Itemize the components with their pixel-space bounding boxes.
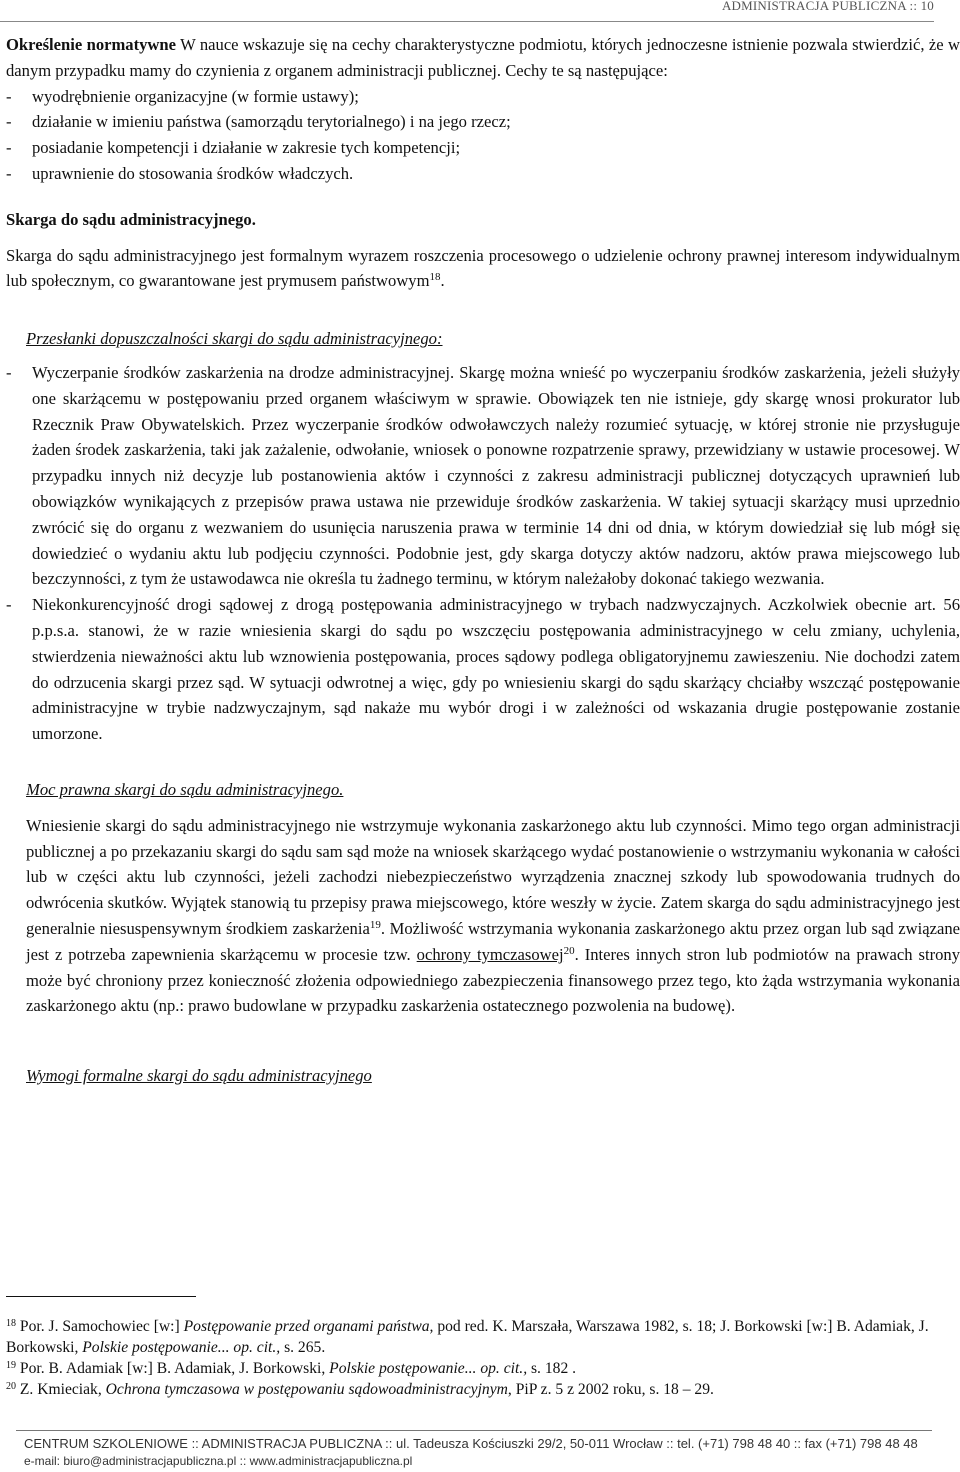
skarga-paragraph: [6, 243, 960, 295]
footnote-number: 19: [6, 1360, 16, 1371]
footnote-19: [6, 1358, 958, 1379]
footnote-text: Por. J. Samochowiec [w:]: [16, 1318, 184, 1335]
intro-lead: Określenie normatywne: [6, 35, 177, 54]
footnote-text: s. 265.: [280, 1339, 326, 1356]
ochrony-link[interactable]: ochrony tymczasowej: [416, 944, 564, 964]
intro-list: [6, 84, 960, 187]
przeslanki-list: [6, 360, 960, 747]
list-item: - Niekonkurencyjność drogi sądowej z drogą postępowania administracyjnego w trybach nadzwyczajnych. Aczkolwiek obecnie art. 56 p.p.s.a. stanowi, że w razie wniesienia skargi do sądu po wszczęciu postępowania administracyjnego w celu zmiany, uchylenia, stwierdzenia nieważności aktu lub wznowienia postępowania, proces sądowy podlega obligatoryjnemu zawieszeniu. Nie dochodzi zatem do odrzucenia skargi przez sąd. W sytuacji odwrotnej a więc, gdy po wniesieniu skargi do sądu skarżący chciałby wszcząć postępowanie administracyjne w trybie nadzwyczajnym, sąd nakaże mu wybór drogi i w zależności od wskazania drugie postępowanie zostanie umorzone.: [6, 595, 960, 744]
footnote-number: 18: [6, 1318, 16, 1329]
list-item: - Wyczerpanie środków zaskarżenia na drodze administracyjnej. Skargę można wnieść po wyczerpaniu środków zaskarżenia, jeżeli służyły one skarżącemu w postępowaniu przed organem właściwym w sprawie. Obowiązek ten nie istnieje, gdy skargę wnosi prokurator lub Rzecznik Praw Obywatelskich. Przez wyczerpanie środków odwoławczych należy rozumieć sytuację, w której stronie nie przysługuje żaden środek zaskarżenia, taki jak zażalenie, odwołanie, wniosek o ponowne rozpatrzenie sprawy, przewidziany w ustawie procesowej. W przypadku innych niż decyzje lub postanowienia aktów i czynności z zakresu administracji publicznej dotyczących uprawnień lub obowiązków wynikających z przepisów prawa ustawa nie przewiduje środków zaskarżenia. W takiej sytuacji skarżący musi uprzednio zwrócić się do organu z wezwaniem do usunięcia naruszenia prawa w terminie 14 dni od dnia, w którym dowiedział się lub mógł się dowiedzieć o wydaniu aktu lub podjęciu czynności. Podobnie jest, gdy skarga dotyczy aktów nadzoru, aktów prawa miejscowego lub bezczynności, z tym że ustawodawca nie określa tu żadnego terminu, w którym należałoby dokonać takiego wezwania.: [6, 362, 960, 589]
intro-text: W nauce wskazuje się na cechy charakterystyczne podmiotu, których jednoczesne istnienie pozwala stwierdzić, że w danym przypadku mamy do czynienia z organem administracji publicznej. Cechy te są następujące:: [6, 35, 960, 80]
running-title: ADMINISTRACJA PUBLICZNA :: 10: [721, 0, 934, 13]
footnote-title: Polskie postępowanie... op. cit.,: [329, 1360, 528, 1377]
footnote-number: 20: [6, 1381, 16, 1392]
section-heading-skarga: Skarga do sądu administracyjnego.: [6, 209, 256, 229]
list-item: - działanie w imieniu państwa (samorządu terytorialnego) i na jego rzecz;: [6, 112, 511, 132]
list-item-text: działanie w imieniu państwa (samorządu terytorialnego) i na jego rzecz;: [32, 112, 511, 132]
skarga-text: Skarga do sądu administracyjnego jest formalnym wyrazem roszczenia procesowego o udzielenie ochrony prawnej interesom indywidualnym lub społecznym, co gwarantowane jest prymusem państwowym: [6, 245, 960, 291]
footnote-title: Ochrona tymczasowa w postępowaniu sądowoadministracyjnym: [105, 1381, 508, 1398]
footnote-title: Polskie postępowanie... op. cit.,: [82, 1339, 281, 1356]
footer-rule: [16, 1430, 932, 1431]
footnote-ref-20[interactable]: 20: [563, 944, 575, 957]
footer-address: CENTRUM SZKOLENIOWE :: ADMINISTRACJA PUBLICZNA :: ul. Tadeusza Kościuszki 29/2, 50-011 Wrocław :: tel. (+71) 798 48 40 :: fax (+71) 798 48 48: [24, 1436, 918, 1451]
footnote-text: s. 182 .: [527, 1360, 577, 1377]
page-header: [0, 0, 960, 22]
section-heading-wymogi: Wymogi formalne skargi do sądu administracyjnego: [26, 1066, 372, 1086]
footnote-title: Postępowanie przed organami państwa,: [183, 1318, 434, 1335]
list-item: - uprawnienie do stosowania środków władczych.: [6, 163, 354, 183]
footer-contact: e-mail: biuro@administracjapubliczna.pl :: www.administracjapubliczna.pl: [24, 1454, 413, 1468]
list-item-text: uprawnienie do stosowania środków władczych.: [32, 163, 354, 183]
footnote-rule: [6, 1296, 196, 1297]
footnote-18: [6, 1316, 958, 1358]
page-content: [6, 32, 960, 1089]
footnote-text: , PiP z. 5 z 2002 roku, s. 18 – 29.: [507, 1381, 714, 1398]
punctuation: .: [440, 271, 445, 291]
list-item: - wyodrębnienie organizacyjne (w formie ustawy);: [6, 86, 359, 106]
footnote-text: Por. B. Adamiak [w:] B. Adamiak, J. Borkowski,: [16, 1360, 330, 1377]
footnotes: [6, 1316, 958, 1400]
list-item: - posiadanie kompetencji i działanie w zakresie tych kompetencji;: [6, 138, 461, 158]
moc-paragraph: [6, 813, 960, 1019]
section-heading-moc: Moc prawna skargi do sądu administracyjnego.: [26, 779, 344, 799]
list-item-text: posiadanie kompetencji i działanie w zakresie tych kompetencji;: [32, 138, 461, 158]
header-rule: [0, 21, 934, 22]
moc-text: Wniesienie skargi do sądu administracyjnego nie wstrzymuje wykonania zaskarżonego aktu lub czynności. Mimo tego organ administracji publicznej a po przekazaniu skargi do sądu sam sąd może na wniosek skarżącego wydać postanowienie o wstrzymaniu wykonania w całości lub w części aktu lub czynności, jeżeli zachodzi niebezpieczeństwo wyrządzenia znacznej szkody lub spowodowania trudnych do odwrócenia skutków. Wyjątek stanowią tu przepisy prawa miejscowego, które weszły w życie. Zatem skarga do sądu administracyjnego jest generalnie niesuspensywnym środkiem zaskarżenia: [26, 815, 960, 938]
footnote-ref-18[interactable]: 18: [429, 271, 441, 284]
moc-text: . Możliwość wstrzymania wykonania zaskarżonego aktu przez organ lub sąd związane jest z potrzeba zapewnienia skarżącemu w procesie tzw.: [26, 918, 960, 964]
section-heading-przeslanki: Przesłanki dopuszczalności skargi do sądu administracyjnego:: [26, 329, 443, 349]
list-item-text: wyodrębnienie organizacyjne (w formie ustawy);: [32, 86, 359, 106]
footnote-text: Z. Kmieciak,: [16, 1381, 106, 1398]
page-footer: [0, 1430, 960, 1472]
list-item-text: Niekonkurencyjność drogi sądowej z drogą postępowania administracyjnego w trybach nadzwyczajnych. Aczkolwiek obecnie art. 56 p.p.s.a. stanowi, że w razie wniesienia skargi do sądu po wszczęciu postępowania administracyjnego w celu zmiany, uchylenia, stwierdzenia nieważności aktu lub wznowienia postępowania, proces sądowy podlega obligatoryjnemu zawieszeniu. Nie dochodzi zatem do odrzucenia skargi przez sąd. W sytuacji odwrotnej a więc, gdy po wniesieniu skargi do sądu skarżący chciałby wszcząć postępowanie administracyjne w trybie nadzwyczajnym, sąd nakaże mu wybór drogi i w zależności od wskazania drugie postępowanie zostanie umorzone.: [32, 595, 960, 744]
intro-paragraph: [6, 32, 960, 84]
list-item-text: Wyczerpanie środków zaskarżenia na drodze administracyjnej. Skargę można wnieść po wyczerpaniu środków zaskarżenia, jeżeli służyły one skarżącemu w postępowaniu przed organem właściwym w sprawie. Obowiązek ten nie istnieje, gdy skargę wnosi prokurator lub Rzecznik Praw Obywatelskich. Przez wyczerpanie środków odwoławczych należy rozumieć sytuację, w której stronie nie przysługuje żaden środek zaskarżenia, taki jak zażalenie, odwołanie, wniosek o ponowne rozpatrzenie sprawy, przewidziany w ustawie procesowej. W przypadku innych niż decyzje lub postanowienia aktów i czynności z zakresu administracji publicznej dotyczących uprawnień lub obowiązków wynikających z przepisów prawa ustawa nie przewiduje środków zaskarżenia. W takiej sytuacji skarżący musi uprzednio zwrócić się do organu z wezwaniem do usunięcia naruszenia prawa w terminie 14 dni od dnia, w którym dowiedział się lub mógł się dowiedzieć o wydaniu aktu lub podjęciu czynności. Podobnie jest, gdy skarga dotyczy aktów nadzoru, aktów prawa miejscowego lub bezczynności, z tym że ustawodawca nie określa tu żadnego terminu, w którym należałoby dokonać takiego wezwania.: [32, 362, 960, 589]
moc-text: . Interes innych stron lub podmiotów na prawach strony może być chroniony przez konieczność złożenia odpowiedniego zabezpieczenia finansowego przez tego, kto żąda wstrzymania wykonania zaskarżonego aktu (np.: prawo budowlane w przypadku zaskarżenia ostatecznego pozwolenia na budowę).: [26, 944, 960, 1016]
footnote-text: pod red. K. Marszała, Warszawa 1982, s. 18; J. Borkowski [w:] B. Adamiak, J. Borkowski,: [6, 1318, 929, 1356]
footnote-20: [6, 1379, 958, 1400]
footnote-ref-19[interactable]: 19: [369, 918, 381, 931]
